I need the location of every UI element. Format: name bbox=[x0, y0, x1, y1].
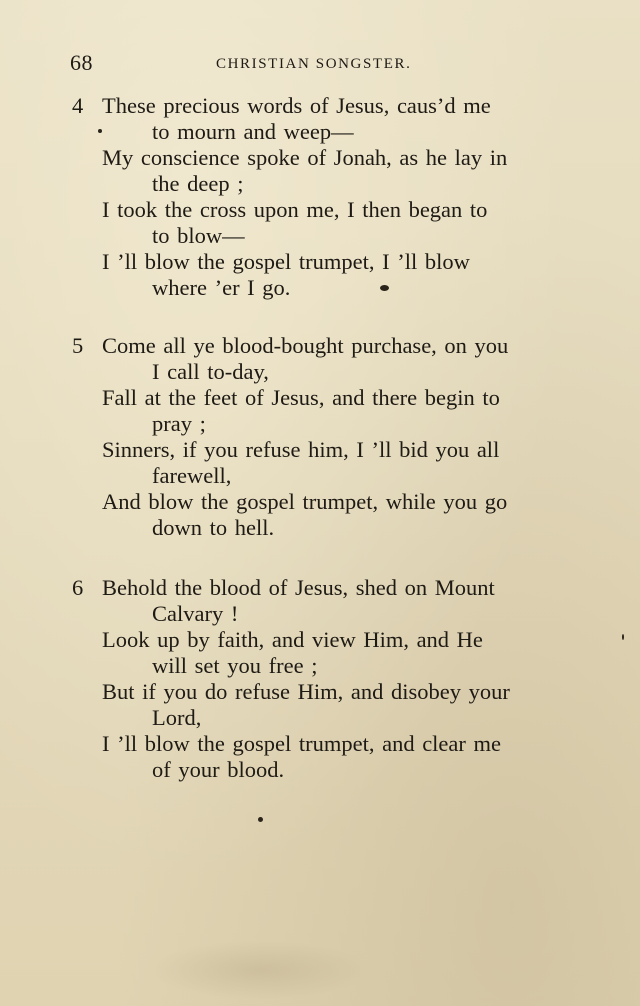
verse-line: pray ; bbox=[152, 411, 206, 436]
verse-line: to blow— bbox=[152, 223, 245, 248]
verse-6 bbox=[72, 575, 612, 783]
verse-number: 4 bbox=[72, 93, 84, 118]
verse-line: I ’ll blow the gospel trumpet, and clear me bbox=[102, 731, 502, 756]
verse-line: will set you free ; bbox=[152, 653, 318, 678]
verse-line: Behold the blood of Jesus, shed on Mount bbox=[102, 575, 495, 600]
verse-line: Fall at the feet of Jesus, and there begin to bbox=[102, 385, 500, 410]
verse-line: Calvary ! bbox=[152, 601, 239, 626]
paper-stain bbox=[150, 940, 370, 1000]
verse-line: Look up by faith, and view Him, and He bbox=[102, 627, 483, 652]
verse-line: I call to-day, bbox=[152, 359, 269, 384]
verse-line: farewell, bbox=[152, 463, 232, 488]
verse-line: Come all ye blood-bought purchase, on you bbox=[102, 333, 509, 358]
verse-line: These precious words of Jesus, caus’d me bbox=[102, 93, 491, 118]
page-header bbox=[70, 50, 590, 80]
page-number: 68 bbox=[70, 50, 93, 75]
verse-line: My conscience spoke of Jonah, as he lay in bbox=[102, 145, 508, 170]
verse-number: 6 bbox=[72, 575, 84, 600]
ink-speck bbox=[258, 817, 263, 822]
running-title: CHRISTIAN SONGSTER. bbox=[216, 56, 412, 72]
verse-number: 5 bbox=[72, 333, 84, 358]
ink-speck bbox=[622, 634, 624, 640]
verse-line: But if you do refuse Him, and disobey your bbox=[102, 679, 510, 704]
verse-line: to mourn and weep— bbox=[152, 119, 354, 144]
ink-speck bbox=[380, 285, 389, 291]
verse-line: Sinners, if you refuse him, I ’ll bid you all bbox=[102, 437, 500, 462]
verse-line: Lord, bbox=[152, 705, 202, 730]
verse-line: down to hell. bbox=[152, 515, 275, 540]
verse-4 bbox=[72, 93, 612, 301]
verse-line: I took the cross upon me, I then began to bbox=[102, 197, 488, 222]
verse-line: of your blood. bbox=[152, 757, 285, 782]
verse-5 bbox=[72, 333, 612, 541]
ink-speck bbox=[98, 129, 102, 133]
verse-line: the deep ; bbox=[152, 171, 244, 196]
verse-line: where ’er I go. bbox=[152, 275, 291, 300]
verse-line: And blow the gospel trumpet, while you go bbox=[102, 489, 508, 514]
verse-line: I ’ll blow the gospel trumpet, I ’ll blow bbox=[102, 249, 470, 274]
